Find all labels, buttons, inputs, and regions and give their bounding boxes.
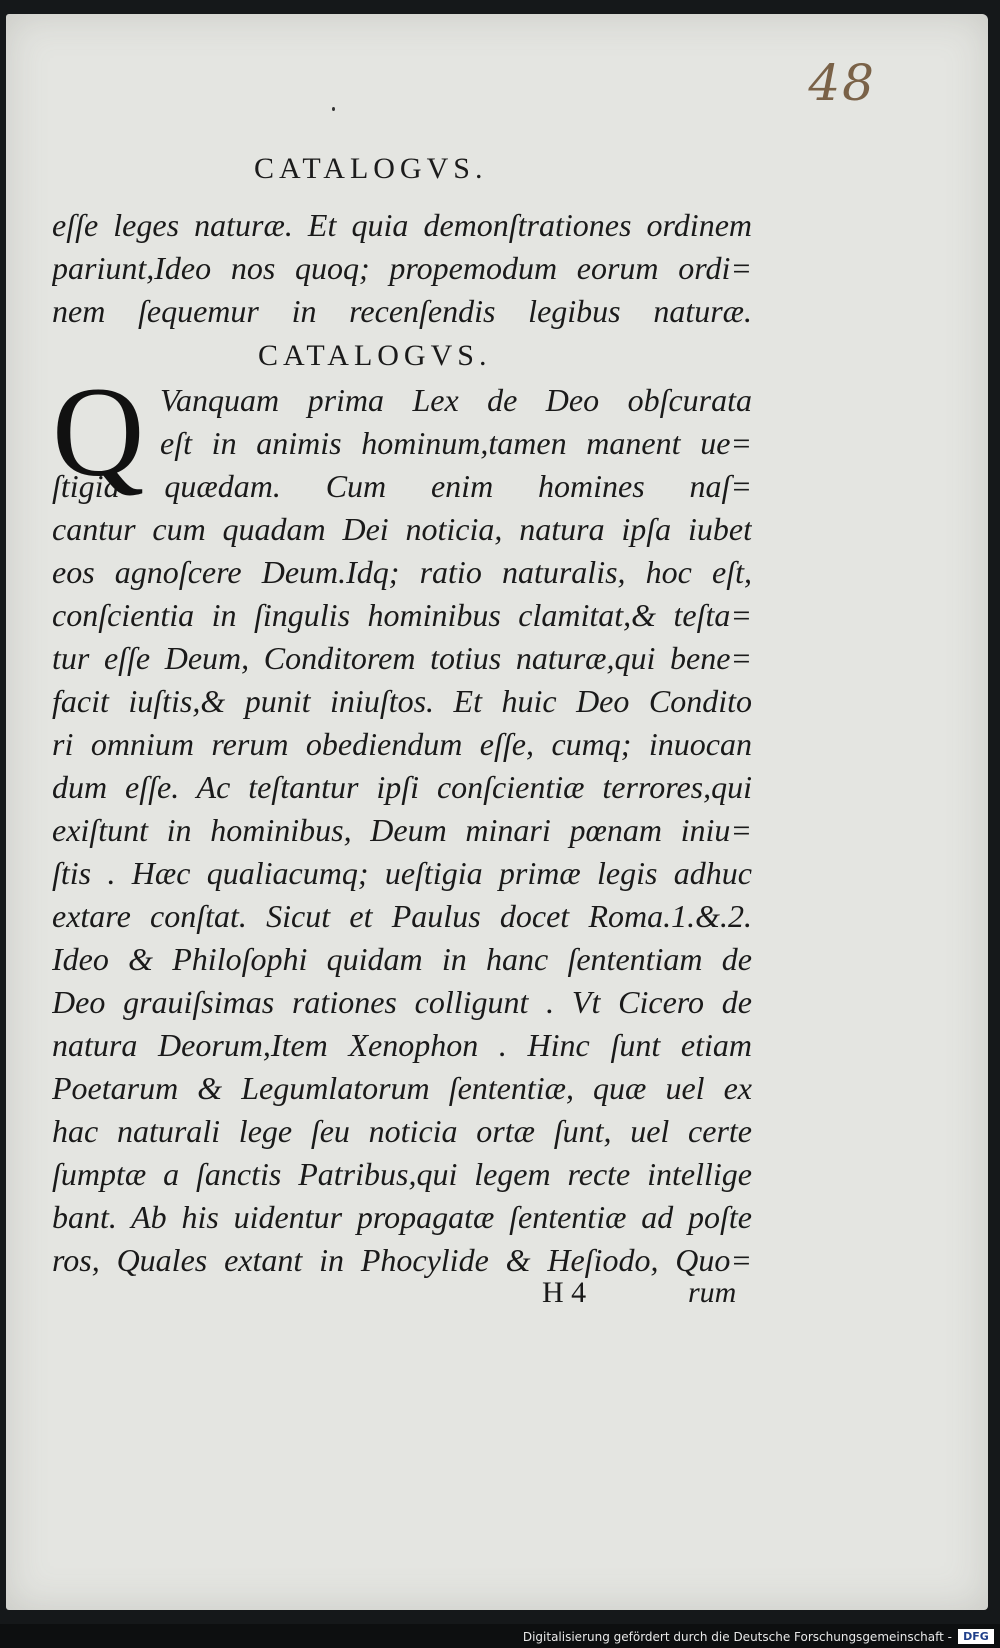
text-line: tur eſſe Deum, Conditorem totius naturæ,qui bene=	[52, 640, 752, 676]
drop-cap-initial: Q	[52, 361, 145, 503]
text-block	[52, 204, 752, 1282]
text-line: ri omnium rerum obediendum eſſe, cumq; inuocan	[52, 726, 752, 762]
catchword: rum	[688, 1276, 737, 1309]
text-line: Vanquam prima Lex de Deo obſcurata	[160, 382, 752, 418]
text-line: hac naturali lege ſeu noticia ortæ ſunt, uel certe	[52, 1113, 752, 1149]
text-line: dum eſſe. Ac teſtantur ipſi conſcientiæ terrores,qui	[52, 769, 752, 805]
book-page	[6, 14, 988, 1610]
text-line: Deo grauiſsimas rationes colligunt . Vt Cicero de	[52, 984, 752, 1020]
signature-mark: H 4	[542, 1276, 587, 1309]
text-line: ſumptæ a ſanctis Patribus,qui legem recte intellige	[52, 1156, 752, 1192]
section-heading: CATALOGVS.	[258, 339, 492, 372]
text-line: ſtis . Hæc qualiacumq; ueſtigia primæ legis adhuc	[52, 855, 752, 891]
funding-credit: Digitalisierung gefördert durch die Deutsche Forschungsgemeinschaft -	[522, 1630, 952, 1644]
initial-paragraph	[52, 361, 752, 508]
ink-speck	[332, 107, 335, 111]
text-line: exiſtunt in hominibus, Deum minari pœnam iniu=	[52, 812, 752, 848]
text-line: pariunt,Ideo nos quoq; propemodum eorum ordi=	[52, 250, 752, 286]
running-head: CATALOGVS.	[254, 152, 488, 185]
text-line: conſcientia in ſingulis hominibus clamitat,& teſta=	[52, 597, 752, 633]
footer-bar	[0, 1624, 1000, 1648]
handwritten-folio-number: 48	[808, 54, 876, 112]
text-line: facit iuſtis,& punit iniuſtos. Et huic Deo Condito	[52, 683, 752, 719]
text-line: bant. Ab his uidentur propagatæ ſententiæ ad poſte	[52, 1199, 752, 1235]
text-line: eſſe leges naturæ. Et quia demonſtrationes ordinem	[52, 207, 752, 243]
text-line: extare conſtat. Sicut et Paulus docet Roma.1.&.2.	[52, 898, 752, 934]
text-line: Poetarum & Legumlatorum ſententiæ, quæ uel ex	[52, 1070, 752, 1106]
text-line: ros, Quales extant in Phocylide & Heſiodo, Quo=	[52, 1242, 752, 1278]
text-line: nem ſequemur in recenſendis legibus naturæ.	[52, 293, 752, 329]
text-line: ſtigia quædam. Cum enim homines naſ=	[52, 468, 752, 504]
text-line: eos agnoſcere Deum.Idq; ratio naturalis, hoc eſt,	[52, 554, 752, 590]
text-line: eſt in animis hominum,tamen manent ue=	[160, 425, 752, 461]
text-line: Ideo & Philoſophi quidam in hanc ſententiam de	[52, 941, 752, 977]
text-line: cantur cum quadam Dei noticia, natura ipſa iubet	[52, 511, 752, 547]
dfg-logo: DFG	[958, 1629, 994, 1644]
text-line: natura Deorum,Item Xenophon . Hinc ſunt etiam	[52, 1027, 752, 1063]
